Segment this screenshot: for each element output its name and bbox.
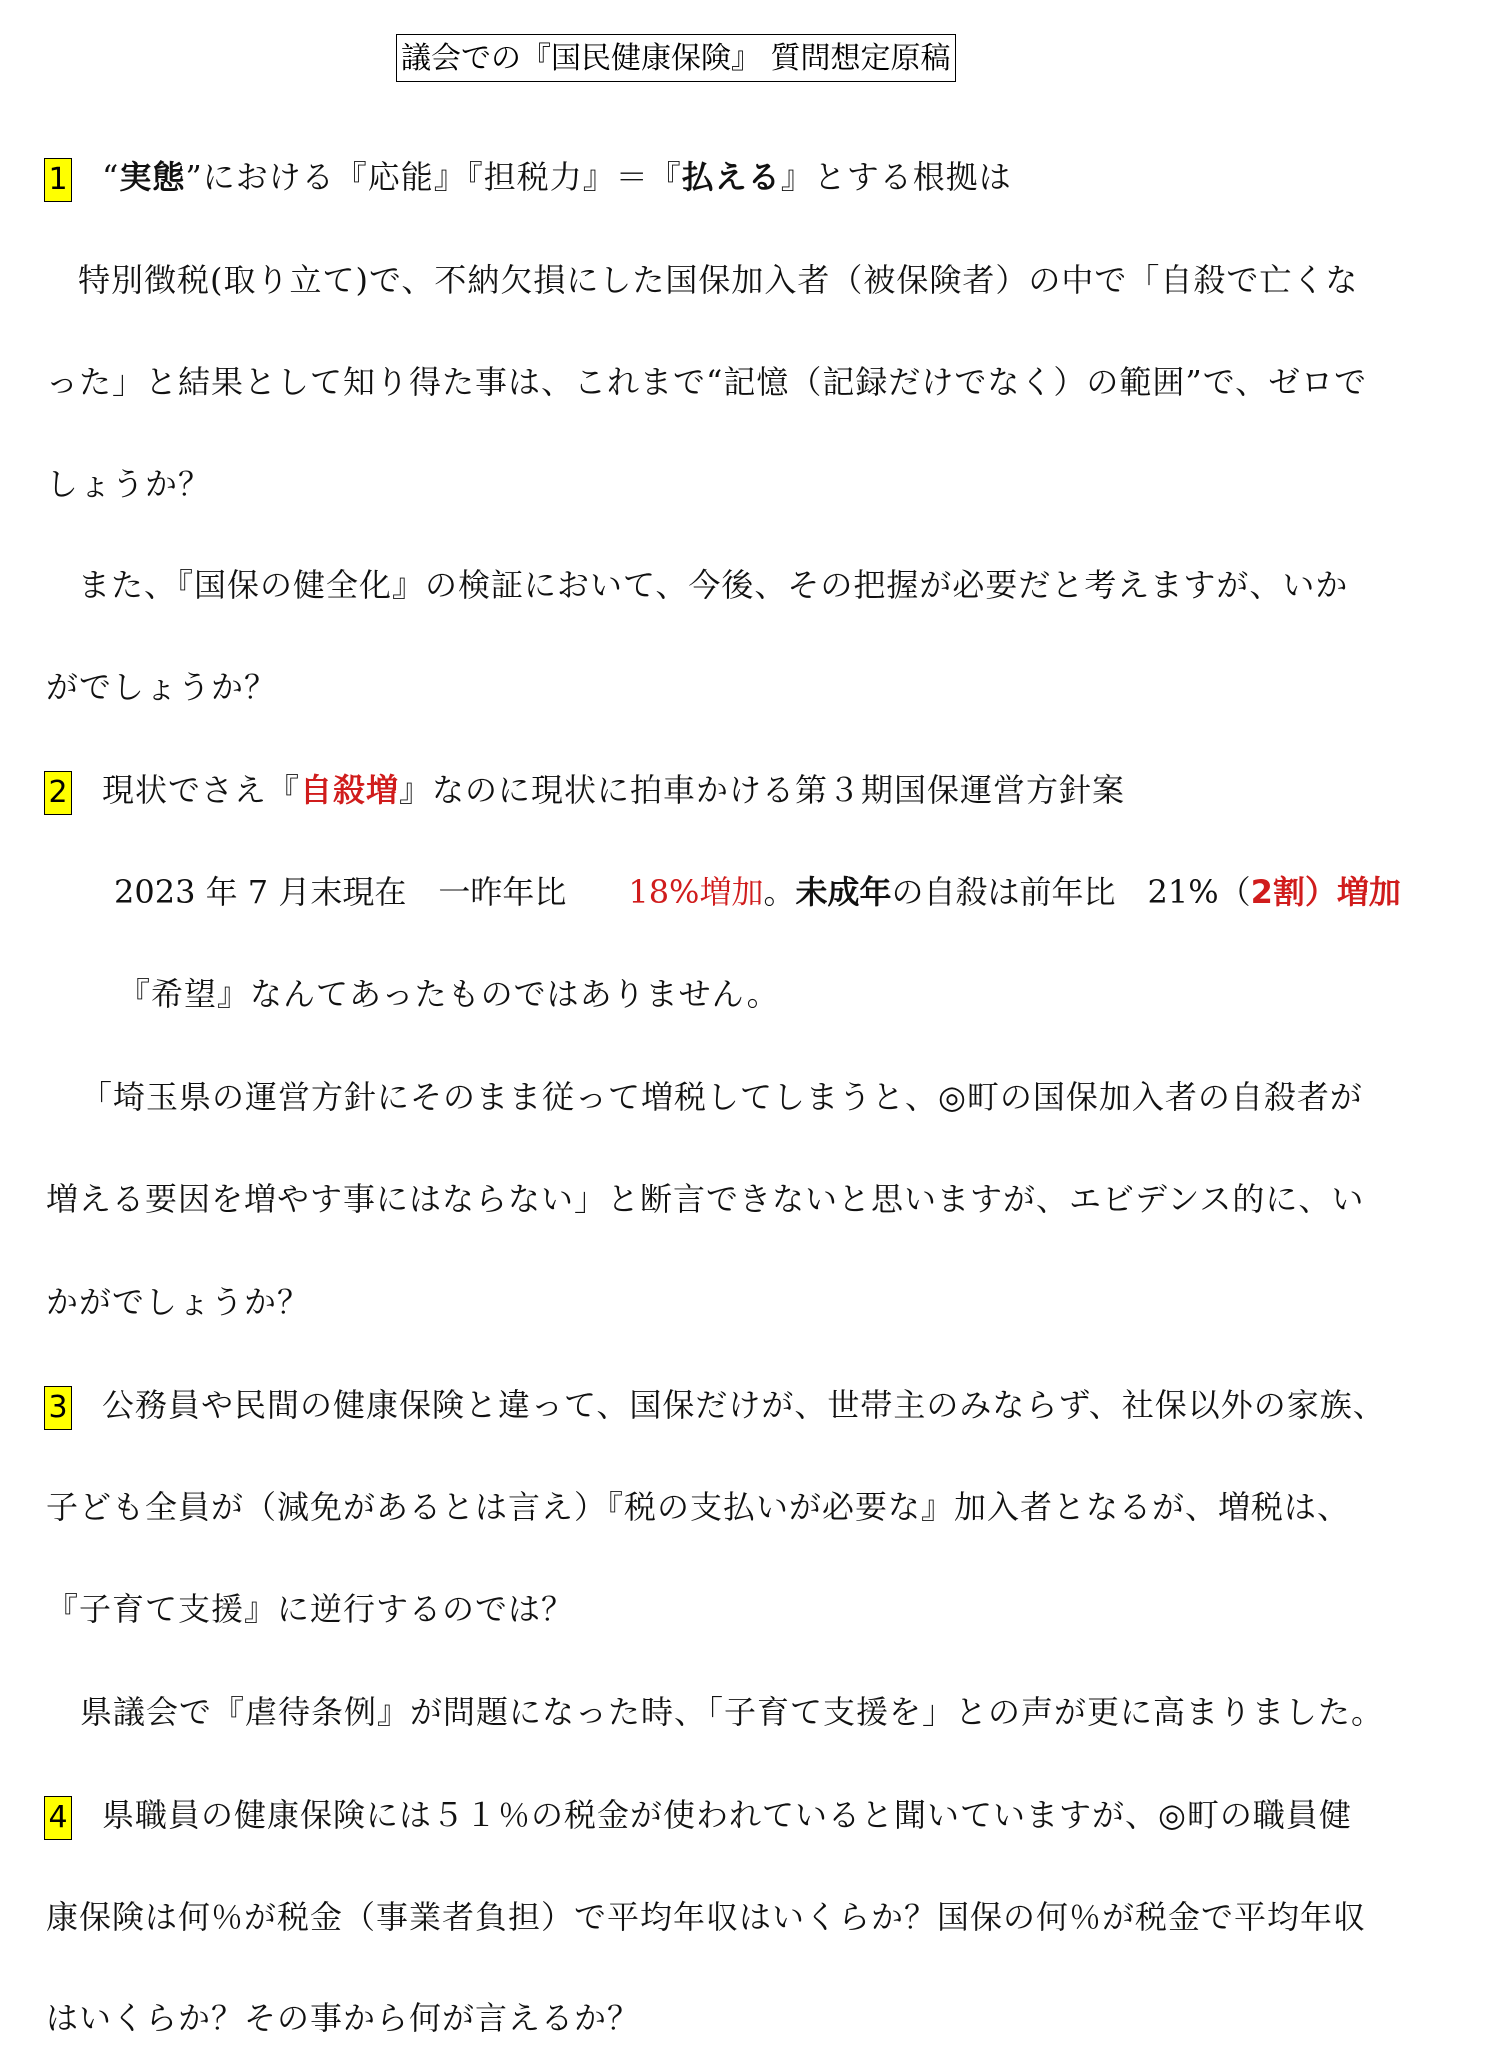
q3-heading <box>44 1383 1386 1430</box>
q4-heading-text: 県職員の健康保険には５１％の税金が使われていると聞いていますが、◎町の職員健 <box>102 1796 1352 1834</box>
q1-paragraph-line-2: った」と結果として知り得た事は、これまで“記憶（記録だけでなく）の範囲”で、ゼロで <box>46 363 1368 401</box>
q2-heading-part-a: 現状でさえ『 <box>102 771 301 809</box>
q2-number-badge: 2 <box>44 771 72 815</box>
q1-heading-part-a: “ <box>102 158 120 196</box>
q1-heading-part-c: ”における『応能』『担税力』＝『 <box>185 158 682 196</box>
q1-paragraph-line-4: また、『国保の健全化』の検証において、今後、その把握が必要だと考えますが、いか <box>78 566 1349 604</box>
q3-number-badge: 3 <box>44 1386 72 1430</box>
q4-number-badge: 4 <box>44 1796 72 1840</box>
q2-paragraph-line-3: 「埼玉県の運営方針にそのまま従って増税してしまうと、◎町の国保加入者の自殺者が <box>80 1078 1363 1116</box>
q4-heading <box>44 1793 1352 1840</box>
q1-paragraph-line-5: がでしょうか？ <box>46 668 278 706</box>
q2-heading-red-text: 自殺増 <box>300 771 400 809</box>
q1-heading-bold-a: 実態 <box>119 158 186 196</box>
q2-stat-twenty-percent: 2割） <box>1250 873 1337 911</box>
q2-stat-date: 2023 年 7 月末現在 一昨年比 <box>114 873 599 911</box>
q3-heading-text: 公務員や民間の健康保険と違って、国保だけが、世帯主のみならず、社保以外の家族、 <box>102 1386 1386 1424</box>
q4-paragraph-line-2: はいくらか？その事から何が言えるか？ <box>46 1999 641 2037</box>
q1-heading <box>44 155 1012 202</box>
q1-paragraph-line-1: 特別徴税(取り立て)で、不納欠損にした国保加入者（被保険者）の中で「自殺で亡くな <box>78 261 1359 299</box>
q1-paragraph-line-3: しょうか？ <box>46 465 212 503</box>
q2-stat-period: 。 <box>763 873 796 911</box>
q1-number-badge: 1 <box>44 158 72 202</box>
page-title: 議会での『国民健康保険』 質問想定原稿 <box>396 34 956 82</box>
q3-paragraph-line-2: 『子育て支援』に逆行するのでは？ <box>46 1590 575 1628</box>
q2-paragraph-line-5: かがでしょうか？ <box>46 1283 311 1321</box>
q4-paragraph-line-1: 康保険は何％が税金（事業者負担）で平均年収はいくらか？国保の何％が税金で平均年収 <box>46 1898 1367 1936</box>
q3-paragraph-line-3: 県議会で『虐待条例』が問題になった時、「子育て支援を」との声が更に高まりました。 <box>80 1693 1385 1731</box>
q2-paragraph-line-2: 『希望』なんてあったものではありません。 <box>118 975 780 1013</box>
q3-paragraph-line-1: 子ども全員が（減免があるとは言え）『税の支払いが必要な』加入者となるが、増税は、 <box>46 1488 1351 1526</box>
q2-stat-minors: 未成年 <box>795 873 892 911</box>
q2-stat-increase-18: 18%増加 <box>628 873 764 911</box>
q2-heading <box>44 768 1125 815</box>
q1-heading-bold-b: 払える <box>681 158 781 196</box>
q1-heading-part-e: 』とする根拠は <box>780 158 1012 196</box>
q2-stat-increase-label: 増加 <box>1336 873 1401 911</box>
q2-heading-part-c: 』なのに現状に拍車かける第３期国保運営方針案 <box>399 771 1126 809</box>
q2-stat-minors-rate: の自殺は前年比 21%（ <box>891 873 1251 911</box>
q2-statistics-line <box>114 870 1401 914</box>
q2-paragraph-line-4: 増える要因を増やす事にはならない」と断言できないと思いますが、エビデンス的に、い <box>46 1180 1365 1218</box>
